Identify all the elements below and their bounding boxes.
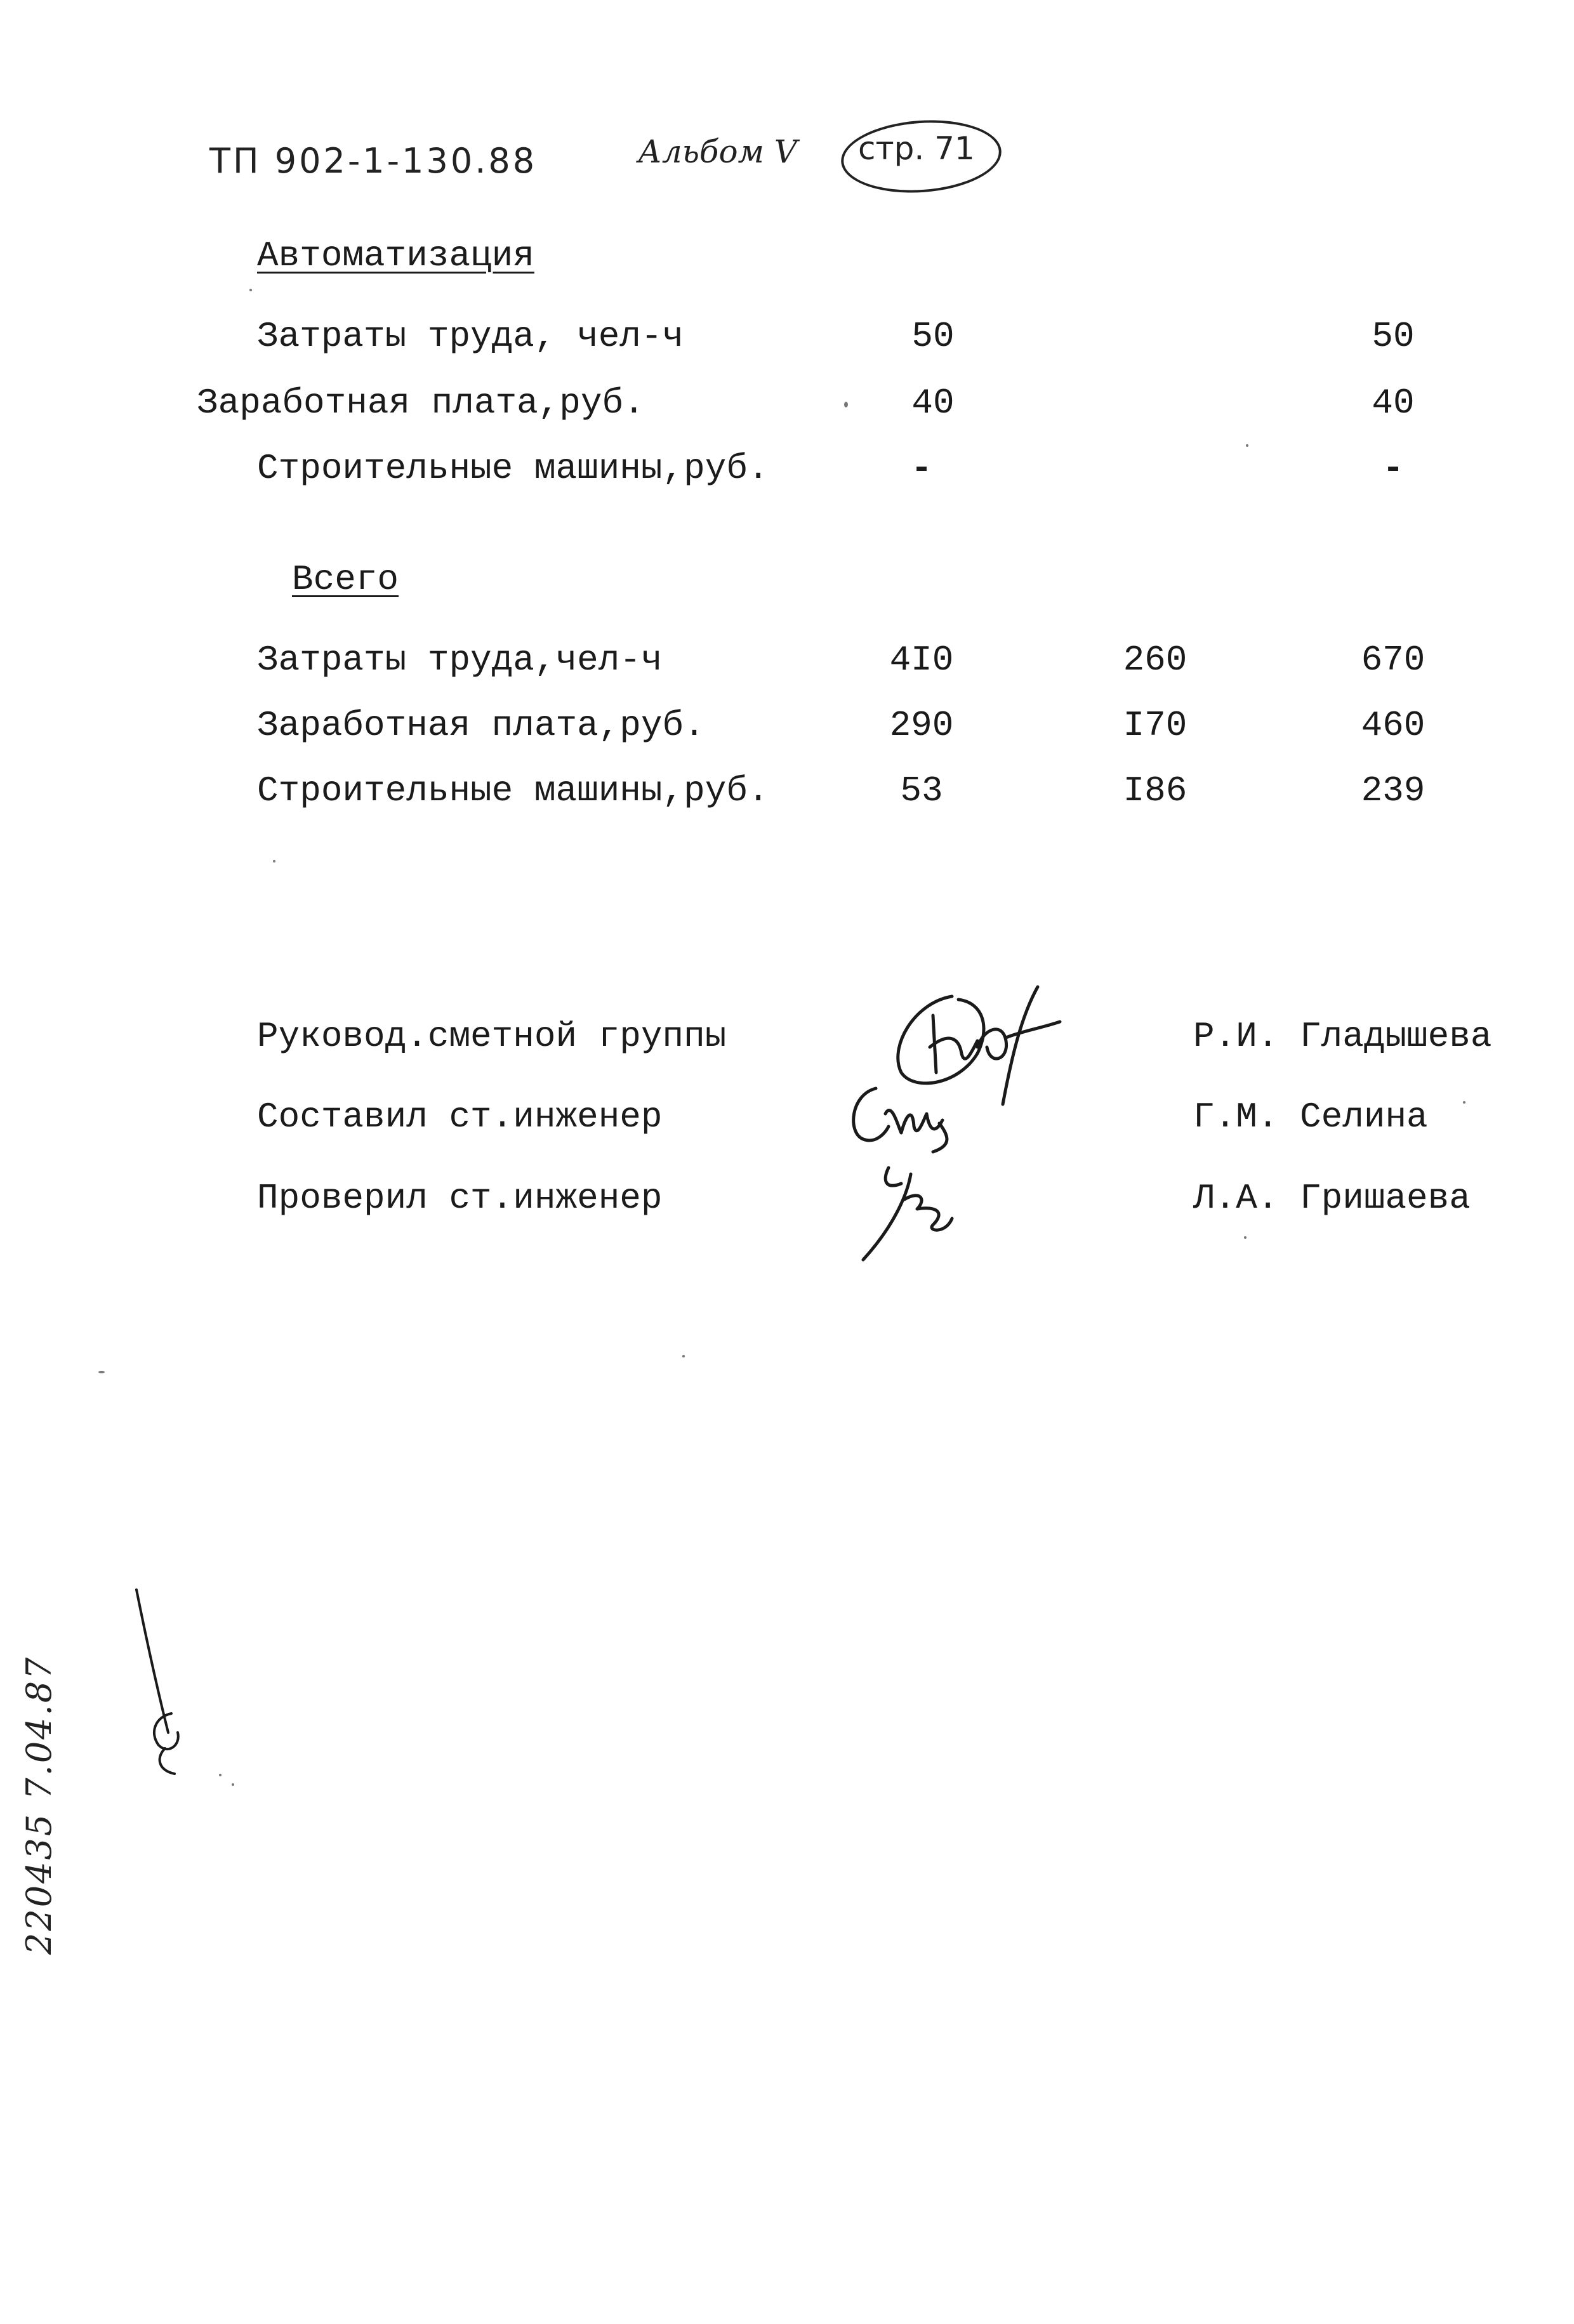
automation-row-col3: 50: [1372, 316, 1415, 357]
side-note: 220435 7.04.87: [19, 1655, 59, 1955]
scan-speck: [844, 402, 848, 407]
total-row-col2: I86: [1123, 770, 1187, 811]
signature-role: Руковод.сметной группы: [257, 1016, 727, 1057]
signature-role: Составил ст.инженер: [257, 1097, 663, 1137]
automation-row-label: Затраты труда, чел-ч: [257, 316, 684, 357]
automation-row-col3: -: [1382, 448, 1404, 489]
scan-speck: [98, 1371, 105, 1373]
scan-speck: [1246, 444, 1248, 447]
doc-code: ТП 902-1-130.88: [209, 141, 538, 181]
total-row-col1: 4I0: [889, 640, 954, 680]
total-row-col1: 53: [900, 770, 943, 811]
scan-speck: [219, 1774, 222, 1776]
total-row-col2: 260: [1123, 640, 1187, 680]
total-row-label: Строительные машины,руб.: [257, 770, 769, 811]
automation-row-label: Заработная плата,руб.: [197, 383, 645, 423]
total-row-col3: 239: [1361, 770, 1425, 811]
automation-row-col1: 50: [911, 316, 955, 357]
signature-scribble-3: [850, 1155, 977, 1269]
signature-name: Г.М. Селина: [1193, 1097, 1428, 1137]
scan-speck: [249, 289, 252, 291]
automation-row-label: Строительные машины,руб.: [257, 448, 769, 489]
page-ref: стр. 71: [858, 130, 975, 167]
total-row-label: Заработная плата,руб.: [257, 705, 705, 746]
total-row-col3: 670: [1361, 640, 1425, 680]
scan-speck: [232, 1783, 234, 1786]
side-note-initials: [121, 1587, 197, 1783]
automation-row-col1: -: [911, 448, 932, 489]
signature-role: Проверил ст.инженер: [257, 1178, 663, 1218]
signature-name: Р.И. Гладышева: [1193, 1016, 1492, 1057]
scan-speck: [1244, 1236, 1247, 1239]
total-heading: Всего: [292, 559, 399, 600]
album-label: Альбом V: [638, 133, 798, 170]
scan-speck: [1463, 1101, 1465, 1104]
automation-row-col3: 40: [1372, 383, 1415, 423]
total-row-col1: 290: [889, 705, 954, 746]
total-row-col2: I70: [1123, 705, 1187, 746]
total-row-label: Затраты труда,чел-ч: [257, 640, 663, 680]
total-row-col3: 460: [1361, 705, 1425, 746]
scan-speck: [682, 1355, 685, 1357]
signature-scribble-2: [838, 1076, 990, 1165]
automation-heading: Автоматизация: [257, 235, 534, 276]
scan-speck: [273, 860, 275, 862]
signature-name: Л.А. Гришаева: [1193, 1178, 1471, 1218]
automation-row-col1: 40: [911, 383, 955, 423]
